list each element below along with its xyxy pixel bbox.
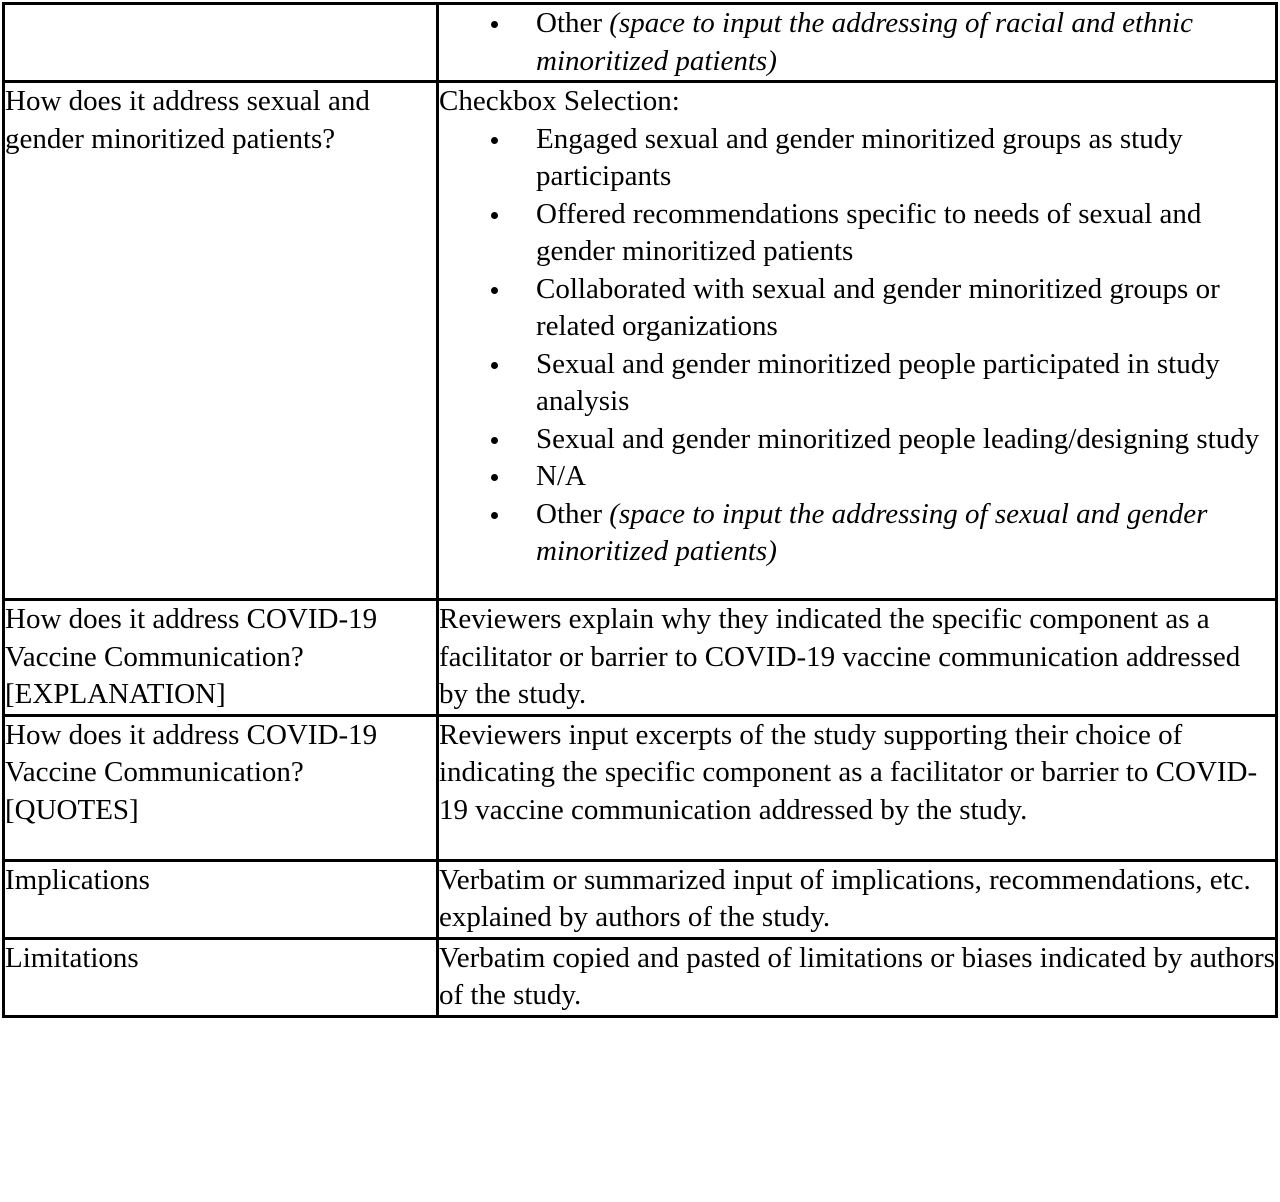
option-note: (space to input the addressing of racial and ethnic minoritized patients) <box>536 7 1193 77</box>
list-item <box>536 121 1275 196</box>
table-row <box>4 82 1277 600</box>
table-row <box>4 938 1277 1016</box>
list-item <box>536 421 1275 459</box>
option-text: Sexual and gender minoritized people leading/designing study <box>536 422 1260 455</box>
option-text: Collaborated with sexual and gender minoritized groups or related organizations <box>536 272 1220 342</box>
list-item <box>536 496 1275 571</box>
checkbox-selection-heading: Checkbox Selection: <box>439 85 680 117</box>
row-content: Reviewers explain why they indicated the specific component as a facilitator or barrier to COVID-19 vaccine communication addressed by the study. <box>438 600 1277 716</box>
list-item <box>536 346 1275 421</box>
row-label <box>4 4 438 82</box>
row-content: Verbatim copied and pasted of limitations or biases indicated by authors of the study. <box>438 938 1277 1016</box>
list-item <box>536 271 1275 346</box>
option-text: Offered recommendations specific to needs of sexual and gender minoritized patients <box>536 197 1202 267</box>
option-note: (space to input the addressing of sexual and gender minoritized patients) <box>536 497 1208 567</box>
row-label: How does it address COVID-19 Vaccine Communication? [QUOTES] <box>4 715 438 860</box>
row-label: Limitations <box>4 938 438 1016</box>
list-item <box>536 458 1275 496</box>
option-text: N/A <box>536 460 586 492</box>
list-item <box>536 196 1275 271</box>
row-content: Verbatim or summarized input of implications, recommendations, etc. explained by authors of the study. <box>438 860 1277 938</box>
row-label: Implications <box>4 860 438 938</box>
list-item <box>536 5 1275 80</box>
table-row <box>4 715 1277 860</box>
checkbox-options-list <box>439 121 1275 571</box>
checkbox-options-list <box>439 5 1275 80</box>
table-row <box>4 600 1277 716</box>
data-extraction-table <box>2 2 1278 1018</box>
option-text: Other <box>536 7 610 39</box>
table-row <box>4 4 1277 82</box>
option-text: Engaged sexual and gender minoritized groups as study participants <box>536 122 1183 192</box>
row-label: How does it address COVID-19 Vaccine Communication? [EXPLANATION] <box>4 600 438 716</box>
row-content: Reviewers input excerpts of the study supporting their choice of indicating the specific component as a facilitator or barrier to COVID-19 vaccine communication addressed by the study. <box>438 715 1277 860</box>
row-label: How does it address sexual and gender minoritized patients? <box>4 82 438 600</box>
option-text: Sexual and gender minoritized people participated in study analysis <box>536 347 1220 417</box>
option-text: Other <box>536 497 610 530</box>
table-row <box>4 860 1277 938</box>
row-content <box>438 82 1277 600</box>
row-content <box>438 4 1277 82</box>
